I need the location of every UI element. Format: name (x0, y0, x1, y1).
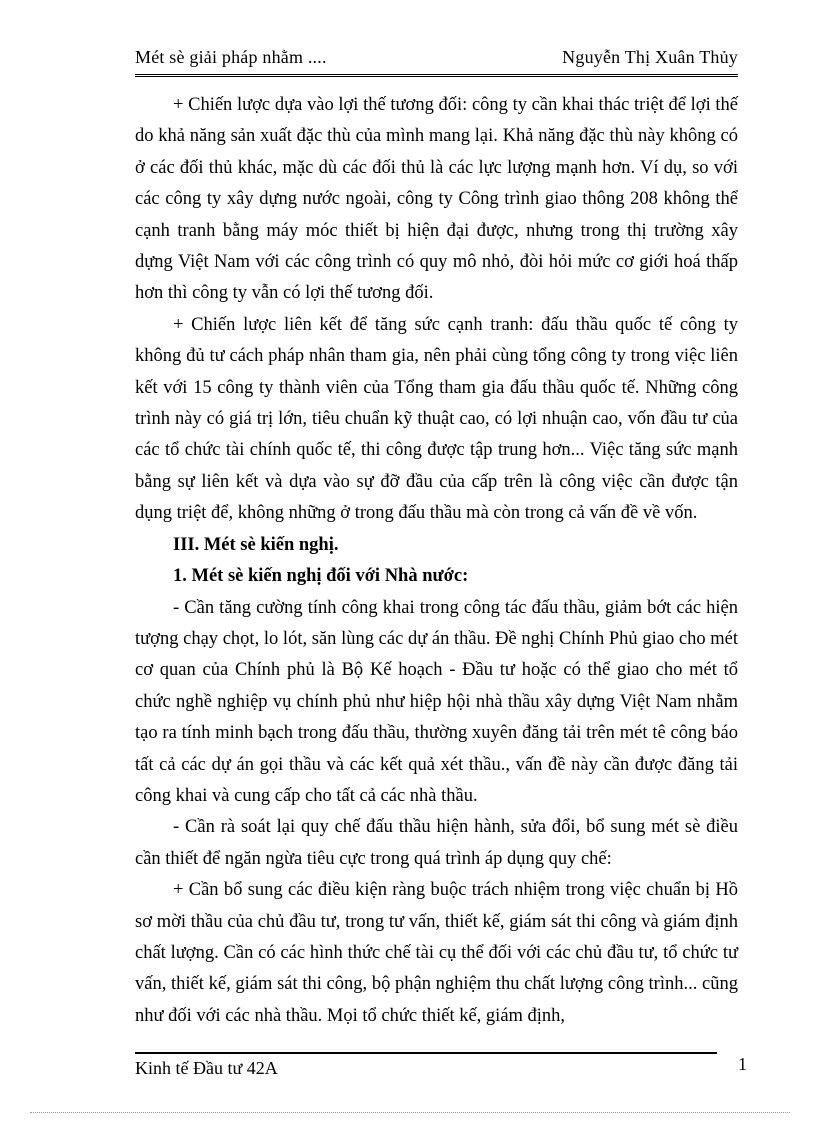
page-header (135, 46, 738, 77)
footer-divider (135, 1052, 717, 1054)
paragraph-relative-advantage-strategy: + Chiến lược dựa vào lợi thế tương đối: công ty cần khai thác triệt để lợi thế do khả năng sản xuất đặc thù của mình mang lại. Khả năng đặc thù này không có ở các đối thủ khác, mặc dù các đối thủ là các lực lượng mạnh hơn. Ví dụ, so với các công ty xây dựng nước ngoài, công ty Công trình giao thông 208 không thể cạnh tranh bằng máy móc thiết bị hiện đại được, nhưng trong thị trường xây dựng Việt Nam với các công trình có quy mô nhỏ, đòi hỏi mức cơ giới hoá thấp hơn thì công ty vẫn có lợi thế tương đối. (135, 95, 738, 304)
document-body (135, 90, 738, 1032)
section-heading-recommendations: III. Mét sè kiến nghị. (173, 534, 339, 555)
subsection-heading-state-recommendations: 1. Mét sè kiến nghị đối với Nhà nước: (173, 566, 469, 587)
header-author: Nguyễn Thị Xuân Thủy (562, 47, 738, 67)
paragraph-regulation-review: - Cần rà soát lại quy chế đấu thầu hiện hành, sửa đổi, bổ sung mét sè điều cần thiết để ngăn ngừa tiêu cực trong quá trình áp dụng quy chế: (135, 817, 738, 869)
header-title: Mét sè giải pháp nhằm .... (135, 47, 327, 67)
page-bottom-edge (30, 1112, 790, 1113)
paragraph-alliance-strategy: + Chiến lược liên kết để tăng sức cạnh tranh: đấu thầu quốc tế công ty không đủ tư cách pháp nhân tham gia, nên phải cùng tổng công ty trong việc liên kết với 15 công ty thành viên của Tổng tham gia đấu thầu quốc tế. Những công trình này có giá trị lớn, tiêu chuẩn kỹ thuật cao, có lợi nhuận cao, vốn đầu tư của các tổ chức tài chính quốc tế, thi công được tập trung hơn... Việc tăng sức mạnh bằng sự liên kết và dựa vào sự đỡ đầu của cấp trên là công việc cần được tận dụng triệt để, không những ở trong đấu thầu mà còn trong cả vấn đề về vốn. (135, 314, 738, 524)
paragraph-binding-conditions: + Cần bổ sung các điều kiện ràng buộc trách nhiệm trong việc chuẩn bị Hồ sơ mời thầu của chủ đầu tư, trong tư vấn, thiết kế, giám sát thi công và giám định chất lượng. Cần có các hình thức chế tài cụ thể đối với các chủ đầu tư, tổ chức tư vấn, thiết kế, giám sát thi công, bộ phận nghiệm thu chất lượng công trình... cũng như đối với các nhà thầu. Mọi tổ chức thiết kế, giám định, (135, 880, 738, 1026)
footer-course-label: Kinh tế Đầu tư 42A (135, 1058, 278, 1078)
page-number: 1 (738, 1054, 747, 1074)
paragraph-transparency: - Cần tăng cường tính công khai trong công tác đấu thầu, giảm bớt các hiện tượng chạy chọt, lo lót, săn lùng các dự án thầu. Đề nghị Chính Phủ giao cho mét cơ quan của Chính phủ là Bộ Kế hoạch - Đầu tư hoặc có thể giao cho mét tổ chức nghề nghiệp vụ chính phủ như hiệp hội nhà thầu xây dựng Việt Nam nhằm tạo ra tính minh bạch trong đấu thầu, thường xuyên đăng tải trên mét tê công báo tất cả các dự án gọi thầu và các kết quả xét thầu., vấn đề này cần được đăng tải công khai và cung cấp cho tất cả các nhà thầu. (135, 597, 738, 806)
